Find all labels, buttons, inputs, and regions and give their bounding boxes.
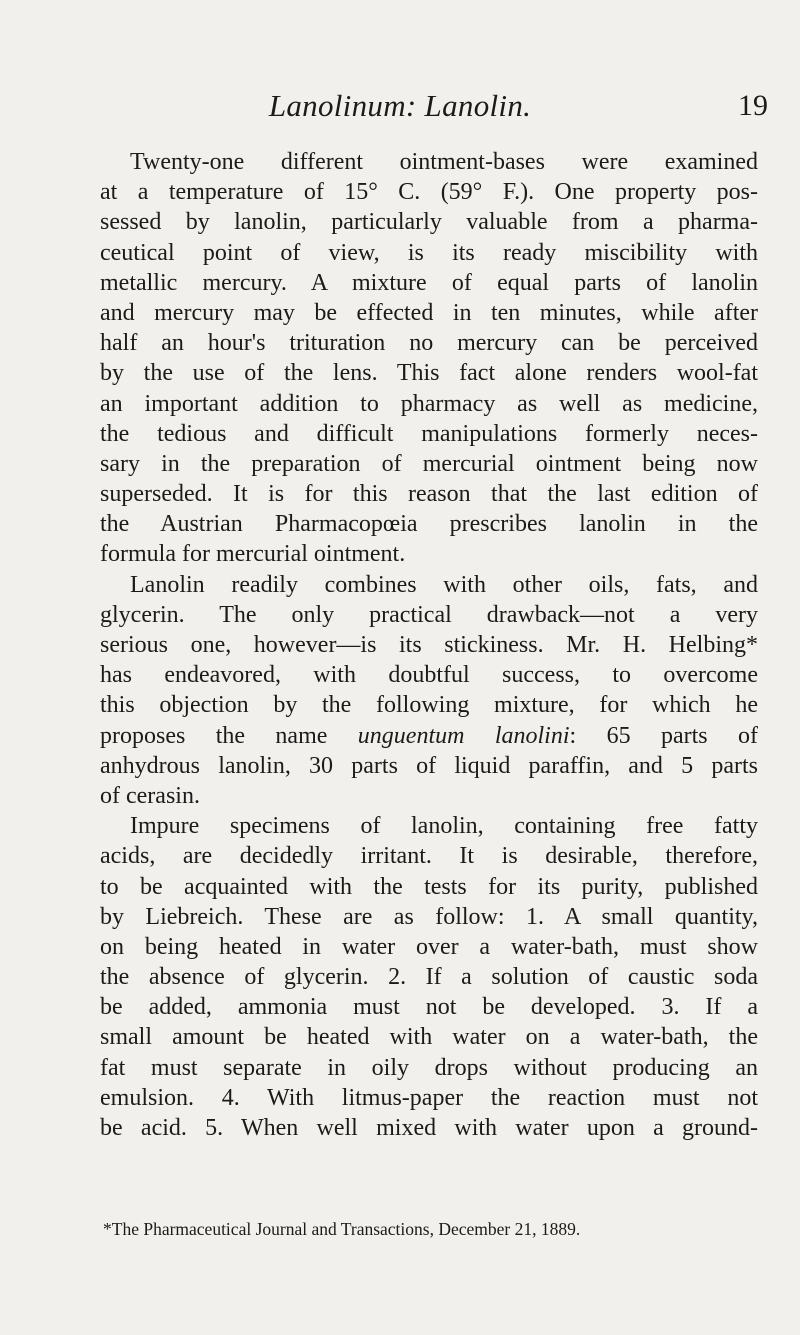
text-line: the absence of glycerin. 2. If a solution of caustic soda [100, 964, 758, 991]
text-line: the tedious and difficult manipulations formerly neces- [100, 420, 758, 447]
page-header [0, 86, 800, 126]
footnote: *The Pharmaceutical Journal and Transactions, December 21, 1889. [103, 1219, 581, 1239]
text-line: has endeavored, with doubtful success, to overcome [100, 662, 758, 689]
text-line: on being heated in water over a water-bath, must show [100, 933, 758, 960]
latin-term: unguentum lanolini [357, 722, 570, 749]
text-line: and mercury may be effected in ten minutes, while after [100, 299, 758, 326]
text-line: Lanolin readily combines with other oils, fats, and [130, 571, 758, 598]
text-line: anhydrous lanolin, 30 parts of liquid paraffin, and 5 parts [100, 752, 758, 779]
text-line: sary in the preparation of mercurial ointment being now [100, 450, 758, 477]
text-line: Impure specimens of lanolin, containing free fatty [130, 813, 758, 840]
running-title: Lanolinum: Lanolin. [268, 88, 532, 123]
text-line: fat must separate in oily drops without producing an [100, 1054, 758, 1081]
text-line: this objection by the following mixture, for which he [100, 692, 758, 719]
text-line: by Liebreich. These are as follow: 1. A small quantity, [100, 903, 758, 930]
text-line: be acid. 5. When well mixed with water upon a ground- [100, 1115, 758, 1141]
text-line-italic-term: proposes the name unguentum lanolini: 65 parts of [100, 722, 758, 749]
text-line: emulsion. 4. With litmus-paper the reaction must not [100, 1084, 758, 1111]
text-line: the Austrian Pharmacopœia prescribes lanolin in the [100, 511, 758, 538]
text-line: metallic mercury. A mixture of equal parts of lanolin [100, 269, 758, 296]
text-line: Twenty-one different ointment-bases were examined [130, 149, 758, 175]
text-line: to be acquainted with the tests for its purity, published [100, 873, 758, 900]
text-line: small amount be heated with water on a water-bath, the [100, 1024, 758, 1051]
text-line: serious one, however—is its stickiness. Mr. H. Helbing* [100, 632, 758, 658]
text-line: acids, are decidedly irritant. It is desirable, therefore, [100, 843, 758, 870]
text-line: be added, ammonia must not be developed. 3. If a [100, 994, 758, 1021]
body-text [100, 147, 758, 1143]
page-number: 19 [738, 89, 768, 122]
text-line: at a temperature of 15° C. (59° F.). One property pos- [100, 179, 758, 206]
text-line: of cerasin. [100, 782, 200, 809]
text-line: an important addition to pharmacy as well as medicine, [100, 390, 758, 417]
text-line: formula for mercurial ointment. [100, 541, 406, 568]
text-line: half an hour's trituration no mercury can be perceived [100, 330, 758, 357]
text-line: superseded. It is for this reason that the last edition of [100, 481, 758, 508]
text-line: by the use of the lens. This fact alone renders wool-fat [100, 360, 758, 387]
text-line: glycerin. The only practical drawback—not a very [100, 601, 758, 628]
text-line: sessed by lanolin, particularly valuable from a pharma- [100, 209, 758, 236]
text-line: ceutical point of view, is its ready miscibility with [100, 239, 758, 266]
